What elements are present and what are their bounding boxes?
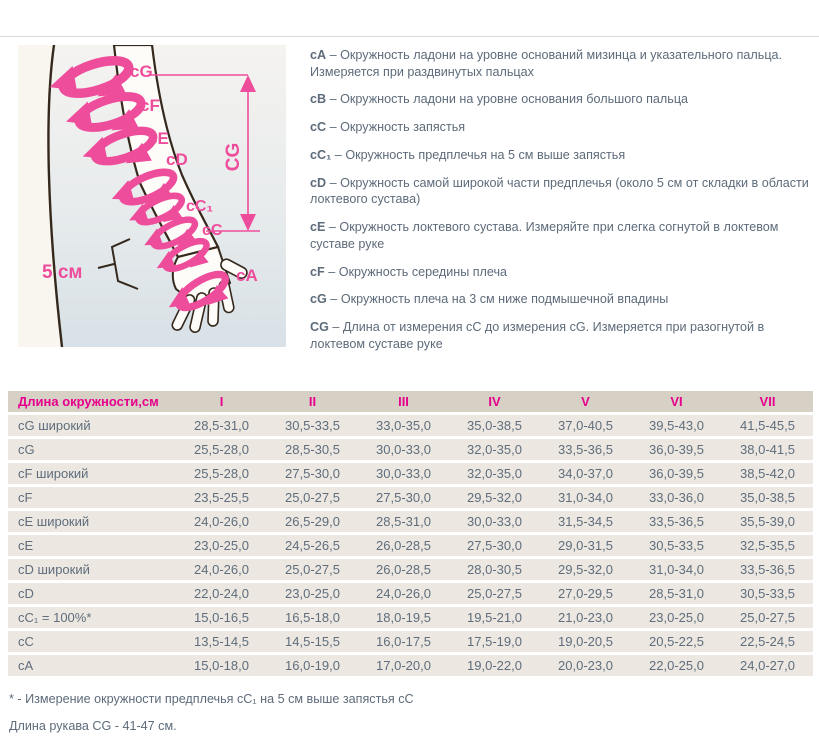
range-value: 24,0-26,0 [176, 559, 267, 580]
range-value: 29,5-32,0 [449, 487, 540, 508]
table-row [8, 511, 813, 532]
range-value: 30,5-33,5 [267, 415, 358, 436]
range-value: 23,0-25,0 [631, 607, 722, 628]
range-value: 28,5-31,0 [176, 415, 267, 436]
range-value: 20,0-23,0 [540, 655, 631, 676]
range-value: 22,0-25,0 [631, 655, 722, 676]
measurement-text: – Окружность предплечья на 5 см выше запястья [331, 147, 626, 162]
footnote-cc1: * - Измерение окружности предплечья сС₁ на 5 см выше запястья сС [9, 691, 414, 706]
footnote-sleeve-length: Длина рукава CG - 41-47 см. [9, 718, 177, 733]
range-value: 31,0-34,0 [631, 559, 722, 580]
range-value: 33,5-36,5 [722, 559, 813, 580]
range-value: 32,0-35,0 [449, 463, 540, 484]
arm-diagram-container [18, 45, 286, 364]
row-label: cD широкий [8, 559, 176, 580]
range-value: 35,5-39,0 [722, 511, 813, 532]
table-row [8, 439, 813, 460]
range-value: 27,5-30,0 [267, 463, 358, 484]
range-value: 24,0-26,0 [176, 511, 267, 532]
size-column-header: IV [449, 391, 540, 412]
measurement-definition [310, 319, 809, 352]
size-column-header: V [540, 391, 631, 412]
range-value: 32,5-35,5 [722, 535, 813, 556]
range-value: 34,0-37,0 [540, 463, 631, 484]
table-row [8, 631, 813, 652]
range-value: 26,0-28,5 [358, 535, 449, 556]
ca-arrow-label: cA [236, 266, 258, 285]
measurement-guide [0, 37, 819, 364]
range-value: 25,0-27,5 [267, 559, 358, 580]
table-row [8, 607, 813, 628]
range-value: 27,5-30,0 [358, 487, 449, 508]
range-value: 25,0-27,5 [722, 607, 813, 628]
range-value: 26,5-29,0 [267, 511, 358, 532]
cd-arrow-label: cD [166, 150, 188, 169]
range-value: 36,0-39,5 [631, 439, 722, 460]
row-label: cD [8, 583, 176, 604]
measurement-definition [310, 91, 809, 108]
table-row [8, 415, 813, 436]
measurement-definition [310, 175, 809, 208]
cc-arrow-label: cC [202, 222, 223, 239]
range-value: 25,0-27,5 [267, 487, 358, 508]
cg-length-label: CG [223, 142, 244, 172]
size-table-body [8, 415, 813, 676]
size-column-header: VII [722, 391, 813, 412]
range-value: 26,0-28,5 [358, 559, 449, 580]
range-value: 38,0-41,5 [722, 439, 813, 460]
range-value: 33,5-36,5 [540, 439, 631, 460]
measurement-definition [310, 264, 809, 281]
range-value: 17,5-19,0 [449, 631, 540, 652]
row-label: cE широкий [8, 511, 176, 532]
measurement-term: CG [310, 320, 329, 335]
range-value: 37,0-40,5 [540, 415, 631, 436]
range-value: 30,0-33,0 [358, 463, 449, 484]
measurement-text: – Окружность локтевого сустава. Измеряйте при слегка согнутой в локтевом суставе руке [310, 220, 779, 251]
measurement-definition [310, 219, 809, 252]
range-value: 17,0-20,0 [358, 655, 449, 676]
measurement-definition [310, 147, 809, 164]
measurement-term: cD [310, 175, 327, 190]
table-row [8, 559, 813, 580]
range-value: 22,0-24,0 [176, 583, 267, 604]
range-value: 24,0-27,0 [722, 655, 813, 676]
range-value: 25,5-28,0 [176, 463, 267, 484]
cc1-arrow-label: cC₁ [186, 198, 214, 215]
range-value: 33,5-36,5 [631, 511, 722, 532]
range-value: 39,5-43,0 [631, 415, 722, 436]
range-value: 41,5-45,5 [722, 415, 813, 436]
range-value: 25,5-28,0 [176, 439, 267, 460]
table-row [8, 487, 813, 508]
table-row [8, 463, 813, 484]
measurement-term: cB [310, 92, 327, 107]
range-value: 23,0-25,0 [267, 583, 358, 604]
range-value: 16,0-17,5 [358, 631, 449, 652]
size-column-header: I [176, 391, 267, 412]
size-table-title-cell: Длина окружности,см [8, 391, 176, 412]
ce-arrow-label: cE [148, 129, 169, 148]
row-label: cG широкий [8, 415, 176, 436]
range-value: 35,0-38,5 [449, 415, 540, 436]
range-value: 30,5-33,5 [722, 583, 813, 604]
measurement-text: – Окружность запястья [326, 120, 466, 135]
range-value: 22,5-24,5 [722, 631, 813, 652]
range-value: 28,5-30,5 [267, 439, 358, 460]
range-value: 29,5-32,0 [540, 559, 631, 580]
row-label: cE [8, 535, 176, 556]
row-label: cF широкий [8, 463, 176, 484]
range-value: 16,0-19,0 [267, 655, 358, 676]
measurement-text: – Окружность ладони на уровне оснований мизинца и указательного пальца. Измеряется при раздвинутых пальцах [310, 48, 783, 79]
range-value: 30,0-33,0 [358, 439, 449, 460]
range-value: 18,0-19,5 [358, 607, 449, 628]
range-value: 23,5-25,5 [176, 487, 267, 508]
measurement-definition [310, 291, 809, 308]
measurement-text: – Окружность ладони на уровне основания большого пальца [326, 92, 689, 107]
definitions-list [310, 45, 809, 364]
five-cm-label: 5 см [42, 262, 83, 283]
range-value: 23,0-25,0 [176, 535, 267, 556]
cf-arrow-label: cF [140, 96, 160, 115]
measurement-term: cE [310, 220, 326, 235]
row-label: cF [8, 487, 176, 508]
measurement-term: cF [310, 264, 325, 279]
size-table [8, 388, 813, 679]
range-value: 25,0-27,5 [449, 583, 540, 604]
range-value: 29,0-31,5 [540, 535, 631, 556]
footnotes [9, 692, 819, 733]
range-value: 19,0-22,0 [449, 655, 540, 676]
row-label: cA [8, 655, 176, 676]
measurement-text: – Окружность середины плеча [324, 264, 508, 279]
measurement-definition [310, 119, 809, 136]
size-column-header: III [358, 391, 449, 412]
range-value: 32,0-35,0 [449, 439, 540, 460]
measurement-term: cG [310, 292, 327, 307]
range-value: 33,0-36,0 [631, 487, 722, 508]
range-value: 30,0-33,0 [449, 511, 540, 532]
size-column-header: VI [631, 391, 722, 412]
range-value: 21,0-23,0 [540, 607, 631, 628]
range-value: 31,5-34,5 [540, 511, 631, 532]
range-value: 28,5-31,0 [631, 583, 722, 604]
range-value: 15,0-18,0 [176, 655, 267, 676]
range-value: 28,5-31,0 [358, 511, 449, 532]
range-value: 20,5-22,5 [631, 631, 722, 652]
measurement-term: cC [310, 120, 327, 135]
range-value: 27,5-30,0 [449, 535, 540, 556]
row-label: cG [8, 439, 176, 460]
measurement-text: – Окружность плеча на 3 см ниже подмышечной впадины [326, 292, 669, 307]
table-row [8, 583, 813, 604]
range-value: 33,0-35,0 [358, 415, 449, 436]
measurement-text: – Длина от измерения сС до измерения сG. Измеряется при разогнутой в локтевом суставе руке [310, 320, 765, 351]
range-value: 36,0-39,5 [631, 463, 722, 484]
range-value: 15,0-16,5 [176, 607, 267, 628]
range-value: 19,0-20,5 [540, 631, 631, 652]
range-value: 13,5-14,5 [176, 631, 267, 652]
range-value: 24,0-26,0 [358, 583, 449, 604]
range-value: 35,0-38,5 [722, 487, 813, 508]
measurement-term: cC₁ [310, 147, 332, 162]
table-row [8, 655, 813, 676]
table-row [8, 535, 813, 556]
measurement-definition [310, 47, 809, 80]
row-label: cC [8, 631, 176, 652]
range-value: 38,5-42,0 [722, 463, 813, 484]
row-label: cC₁ = 100%* [8, 607, 176, 628]
range-value: 31,0-34,0 [540, 487, 631, 508]
range-value: 24,5-26,5 [267, 535, 358, 556]
range-value: 14,5-15,5 [267, 631, 358, 652]
size-table-header-row [8, 391, 813, 412]
measurement-text: – Окружность самой широкой части предплечья (около 5 см от складки в области локтевого сустава) [310, 175, 809, 207]
size-column-header: II [267, 391, 358, 412]
cg-arrow-label: cG [130, 62, 153, 81]
range-value: 28,0-30,5 [449, 559, 540, 580]
range-value: 27,0-29,5 [540, 583, 631, 604]
arm-measurement-diagram [18, 45, 286, 347]
range-value: 19,5-21,0 [449, 607, 540, 628]
range-value: 30,5-33,5 [631, 535, 722, 556]
range-value: 16,5-18,0 [267, 607, 358, 628]
measurement-term: cA [310, 48, 327, 62]
